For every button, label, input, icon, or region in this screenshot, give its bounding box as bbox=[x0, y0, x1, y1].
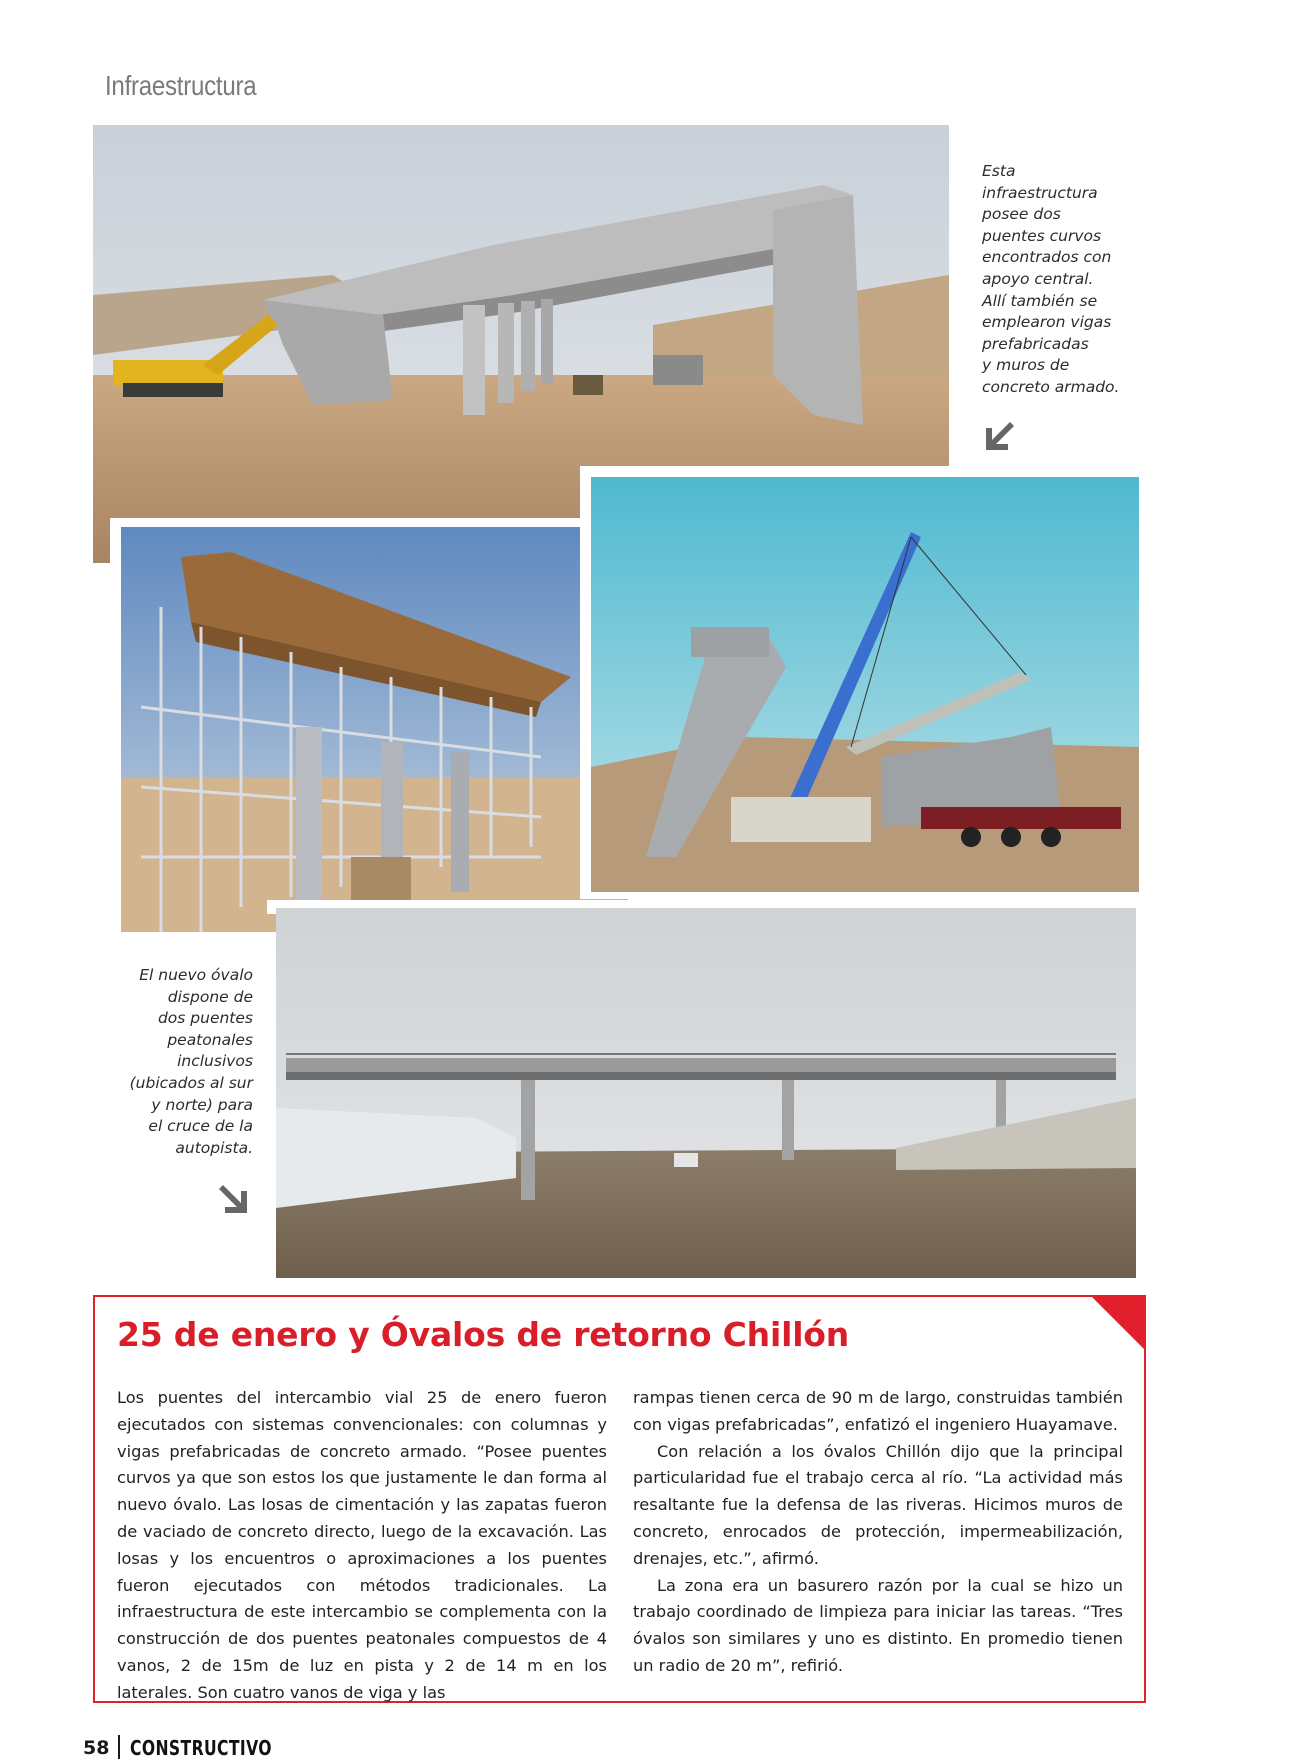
caption-line: Esta bbox=[982, 162, 1016, 180]
caption-line: concreto armado. bbox=[982, 377, 1120, 396]
paragraph: rampas tienen cerca de 90 m de largo, construidas también con vigas prefabricadas”, enfatizó el ingeniero Huayamave. bbox=[633, 1388, 1123, 1434]
arrow-down-left-icon bbox=[982, 418, 1018, 454]
paragraph: Los puentes del intercambio vial 25 de enero fueron ejecutados con sistemas convencionales: con columnas y vigas prefabricadas de concreto armado. “Posee puentes curvos ya que son estos los que justamente le dan forma al nuevo óvalo. Las losas de cimentación y las zapatas fueron de vaciado de concreto directo, luego de la excavación. Las losas y los encuentros o aproximaciones a los puentes fueron ejecutados con métodos tradicionales. La infraestructura de este intercambio se complementa con la construcción de dos puentes peatonales compuestos de 4 vanos, 2 de 15m de luz en pista y 2 de 14 m en los laterales. Son cuatro vanos de viga y las bbox=[117, 1388, 607, 1702]
caption-line: puentes curvos bbox=[982, 226, 1102, 245]
sidebar-title: 25 de enero y Óvalos de retorno Chillón bbox=[117, 1315, 850, 1354]
caption-line: autopista. bbox=[175, 1138, 253, 1157]
crane-photo bbox=[591, 477, 1139, 892]
caption-line: El nuevo óvalo bbox=[139, 966, 253, 984]
caption-top bbox=[982, 161, 1152, 399]
caption-line: dispone de bbox=[167, 987, 253, 1006]
caption-line: posee dos bbox=[982, 205, 1061, 224]
caption-line: apoyo central. bbox=[982, 269, 1094, 288]
corner-tab bbox=[1090, 1295, 1146, 1351]
caption-bottom bbox=[90, 965, 253, 1159]
page-number: 58 bbox=[83, 1737, 110, 1759]
caption-line: y norte) para bbox=[151, 1095, 253, 1114]
footer-divider bbox=[118, 1735, 120, 1759]
caption-line: encontrados con bbox=[982, 248, 1112, 267]
section-header: Infraestructura bbox=[105, 70, 257, 101]
paragraph: La zona era un basurero razón por la cual se hizo un trabajo coordinado de limpieza para iniciar las tareas. “Tres óvalos son similares y uno es distinto. En promedio tienen un radio de 20 m”, refirió. bbox=[633, 1575, 1123, 1675]
caption-line: peatonales bbox=[167, 1030, 253, 1049]
pedestrian-bridge-photo bbox=[276, 908, 1136, 1278]
caption-line: el cruce de la bbox=[148, 1117, 253, 1136]
sidebar-left-column bbox=[117, 1385, 607, 1707]
scaffolding-photo bbox=[121, 527, 628, 932]
magazine-brand: CONSTRUCTIVO bbox=[130, 1736, 272, 1760]
sidebar-right-column bbox=[633, 1385, 1123, 1680]
paragraph: Con relación a los óvalos Chillón dijo que la principal particularidad fue el trabajo cerca al río. “La actividad más resaltante fue la defensa de las riveras. Hicimos muros de concreto, enrocados de protección, impermeabilización, drenajes, etc.”, afirmó. bbox=[633, 1441, 1123, 1568]
caption-line: prefabricadas bbox=[982, 334, 1089, 353]
caption-line: infraestructura bbox=[982, 183, 1098, 202]
caption-line: emplearon vigas bbox=[982, 313, 1112, 332]
arrow-down-right-icon bbox=[215, 1181, 251, 1217]
caption-line: inclusivos bbox=[177, 1052, 253, 1071]
caption-line: dos puentes bbox=[157, 1009, 253, 1028]
caption-line: Allí también se bbox=[982, 291, 1098, 310]
caption-line: y muros de bbox=[982, 356, 1070, 375]
sidebar-box bbox=[93, 1295, 1146, 1703]
caption-line: (ubicados al sur bbox=[129, 1073, 253, 1092]
